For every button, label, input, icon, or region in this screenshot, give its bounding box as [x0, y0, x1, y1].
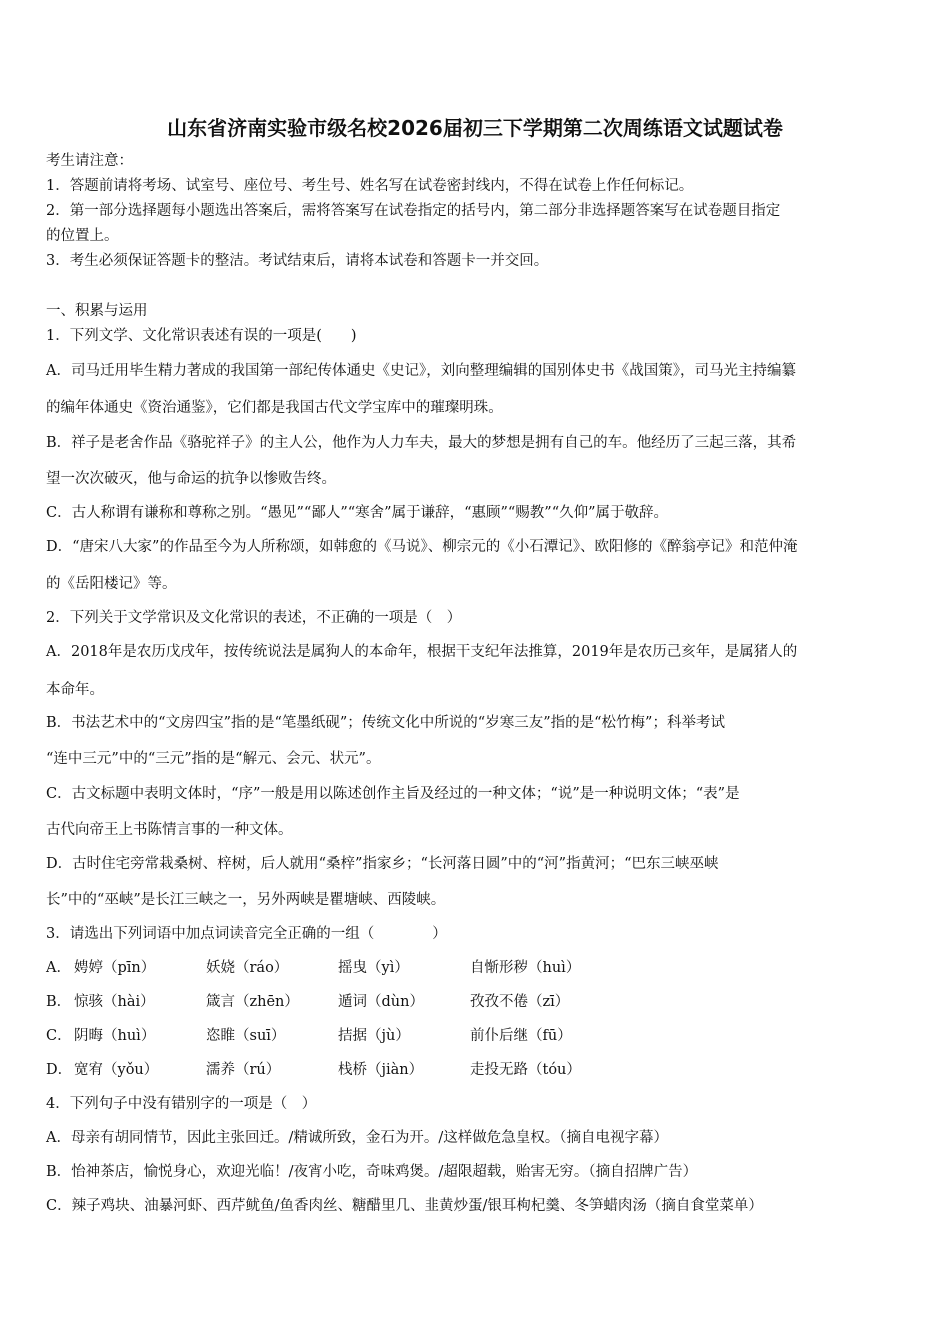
question-3-option: A． 娉婷（pīn） 妖娆（ráo） 摇曳（yì） 自惭形秽（huì）	[46, 960, 581, 976]
page-title: 山东省济南实验市级名校2026届初三下学期第二次周练语文试题试卷	[167, 116, 783, 140]
question-1-line: 的编年体通史《资治通鉴》，它们都是我国古代文学宝库中的璀璨明珠。	[46, 400, 503, 416]
question-2-stem: 2．下列关于文学常识及文化常识的表述，不正确的一项是（ ）	[46, 610, 462, 626]
question-1-line: 的《岳阳楼记》等。	[46, 576, 177, 592]
question-4-stem: 4．下列句子中没有错别字的一项是（ ）	[46, 1096, 317, 1112]
notice-item: 2．第一部分选择题每小题选出答案后，需将答案写在试卷指定的括号内，第二部分非选择题答案写在试卷题目指定	[46, 203, 781, 219]
question-2-line: A．2018年是农历戊戌年，按传统说法是属狗人的本命年，根据干支纪年法推算，2019年是农历己亥年，是属猪人的	[46, 644, 798, 660]
question-3-option: B． 惊骇（hài） 箴言（zhēn） 遁词（dùn） 孜孜不倦（zī）	[46, 994, 570, 1010]
question-2-line: “连中三元”中的“三元”指的是“解元、会元、状元”。	[46, 751, 381, 767]
question-2-line: 本命年。	[46, 682, 104, 698]
question-1-line: 望一次次破灭，他与命运的抗争以惨败告终。	[46, 471, 336, 487]
notice-item: 1．答题前请将考场、试室号、座位号、考生号、姓名写在试卷密封线内，不得在试卷上作任何标记。	[46, 178, 694, 194]
notice-item: 的位置上。	[46, 228, 119, 244]
question-3-option: D． 宽宥（yǒu） 濡养（rú） 栈桥（jiàn） 走投无路（tóu）	[46, 1062, 581, 1078]
question-4-line: B．怡神茶店，愉悦身心，欢迎光临！/夜宵小吃，奇味鸡煲。/超限超载，贻害无穷。（摘自招牌广告）	[46, 1164, 698, 1180]
question-2-line: 古代向帝王上书陈情言事的一种文体。	[46, 822, 293, 838]
question-4-line: C．辣子鸡块、油暴河虾、西芹鱿鱼/鱼香肉丝、糖醋里几、韭黄炒蛋/银耳枸杞羹、冬笋蜡肉汤（摘自食堂菜单）	[46, 1198, 763, 1214]
question-1-line: B．祥子是老舍作品《骆驼祥子》的主人公，他作为人力车夫，最大的梦想是拥有自己的车。他经历了三起三落，其希	[46, 435, 797, 451]
notice-item: 3．考生必须保证答题卡的整洁。考试结束后，请将本试卷和答题卡一并交回。	[46, 253, 549, 269]
question-1-line: A．司马迁用毕生精力著成的我国第一部纪传体通史《史记》，刘向整理编辑的国别体史书《战国策》，司马光主持编纂	[46, 363, 796, 379]
question-1-line: C．古人称谓有谦称和尊称之别。“愚见”“鄙人”“寒舍”属于谦辞，“惠顾”“赐教”“久仰”属于敬辞。	[46, 505, 669, 521]
question-2-line: B．书法艺术中的“文房四宝”指的是“笔墨纸砚”；传统文化中所说的“岁寒三友”指的是“松竹梅”；科举考试	[46, 715, 725, 731]
question-3-option: C． 阴晦（huì） 恣睢（suī） 拮据（jù） 前仆后继（fū）	[46, 1028, 572, 1044]
question-2-line: 长”中的“巫峡”是长江三峡之一，另外两峡是瞿塘峡、西陵峡。	[46, 892, 446, 908]
notice-heading: 考生请注意：	[46, 153, 133, 169]
question-2-line: C．古文标题中表明文体时，“序”一般是用以陈述创作主旨及经过的一种文体；“说”是一种说明文体；“表”是	[46, 786, 740, 802]
question-1-line: D．“唐宋八大家”的作品至今为人所称颂，如韩愈的《马说》、柳宗元的《小石潭记》、欧阳修的《醉翁亭记》和范仲淹	[46, 539, 798, 555]
section-heading: 一、积累与运用	[46, 303, 148, 319]
question-2-line: D．古时住宅旁常栽桑树、梓树，后人就用“桑梓”指家乡；“长河落日圆”中的“河”指黄河；“巴东三峡巫峡	[46, 856, 719, 872]
question-3-stem: 3．请选出下列词语中加点词读音完全正确的一组（ ）	[46, 926, 447, 942]
question-4-line: A．母亲有胡同情节，因此主张回迁。/精诚所致，金石为开。/这样做危急皇权。（摘自电视字幕）	[46, 1130, 668, 1146]
question-1-stem: 1．下列文学、文化常识表述有误的一项是( )	[46, 328, 357, 344]
